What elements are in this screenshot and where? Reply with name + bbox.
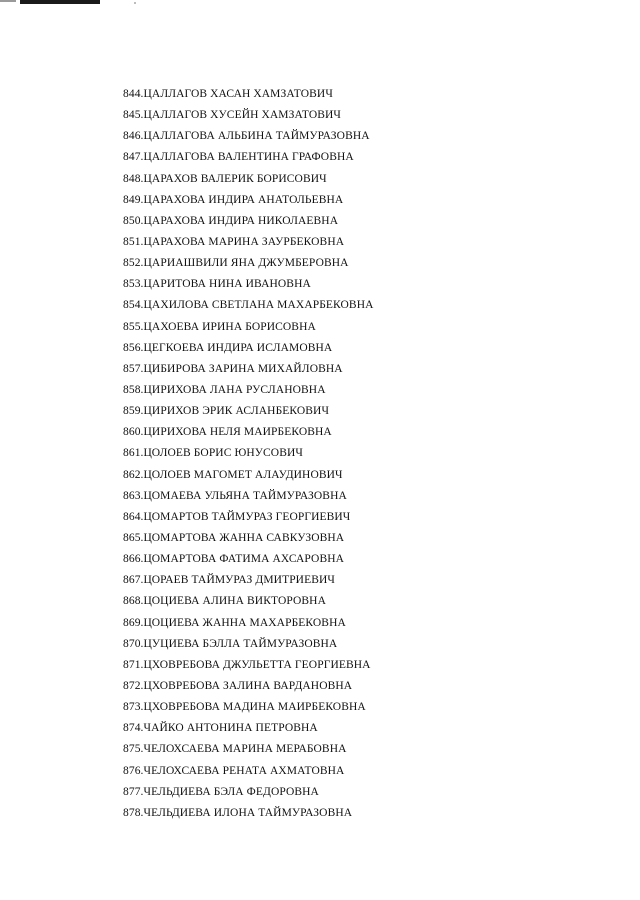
list-item: 864.ЦОМАРТОВ ТАЙМУРАЗ ГЕОРГИЕВИЧ [123,510,351,523]
list-item: 868.ЦОЦИЕВА АЛИНА ВИКТОРОВНА [123,595,326,608]
list-item: 854.ЦАХИЛОВА СВЕТЛАНА МАХАРБЕКОВНА [123,299,374,312]
list-item: 865.ЦОМАРТОВА ЖАННА САВКУЗОВНА [123,531,345,544]
list-item: 851.ЦАРАХОВА МАРИНА ЗАУРБЕКОВНА [123,235,345,248]
list-item: 872.ЦХОВРЕБОВА ЗАЛИНА ВАРДАНОВНА [123,679,353,692]
list-item: 871.ЦХОВРЕБОВА ДЖУЛЬЕТТА ГЕОРГИЕВНА [123,658,371,671]
list-item: 847.ЦАЛЛАГОВА ВАЛЕНТИНА ГРАФОВНА [123,151,354,164]
list-item: 878.ЧЕЛЬДИЕВА ИЛОНА ТАЙМУРАЗОВНА [123,806,353,819]
list-item: 850.ЦАРАХОВА ИНДИРА НИКОЛАЕВНА [123,214,339,227]
list-item: 845.ЦАЛЛАГОВ ХУСЕЙН ХАМЗАТОВИЧ [123,109,341,122]
list-item: 858.ЦИРИХОВА ЛАНА РУСЛАНОВНА [123,383,326,396]
list-item: 876.ЧЕЛОХСАЕВА РЕНАТА АХМАТОВНА [123,764,345,777]
list-item: 863.ЦОМАЕВА УЛЬЯНА ТАЙМУРАЗОВНА [123,489,347,502]
list-item: 874.ЧАЙКО АНТОНИНА ПЕТРОВНА [123,722,318,735]
list-item: 875.ЧЕЛОХСАЕВА МАРИНА МЕРАБОВНА [123,743,347,756]
scan-artifact-bar [20,0,100,4]
list-item: 859.ЦИРИХОВ ЭРИК АСЛАНБЕКОВИЧ [123,405,330,418]
list-item: 848.ЦАРАХОВ ВАЛЕРИК БОРИСОВИЧ [123,172,327,185]
list-item: 862.ЦОЛОЕВ МАГОМЕТ АЛАУДИНОВИЧ [123,468,343,481]
scan-artifact-dot [134,2,136,4]
list-item: 857.ЦИБИРОВА ЗАРИНА МИХАЙЛОВНА [123,362,343,375]
list-item: 853.ЦАРИТОВА НИНА ИВАНОВНА [123,278,311,291]
list-item: 867.ЦОРАЕВ ТАЙМУРАЗ ДМИТРИЕВИЧ [123,574,335,587]
list-item: 869.ЦОЦИЕВА ЖАННА МАХАРБЕКОВНА [123,616,346,629]
list-item: 866.ЦОМАРТОВА ФАТИМА АХСАРОВНА [123,553,345,566]
list-item: 849.ЦАРАХОВА ИНДИРА АНАТОЛЬЕВНА [123,193,344,206]
list-item: 846.ЦАЛЛАГОВА АЛЬБИНА ТАЙМУРАЗОВНА [123,130,370,143]
list-item: 855.ЦАХОЕВА ИРИНА БОРИСОВНА [123,320,316,333]
list-item: 844.ЦАЛЛАГОВ ХАСАН ХАМЗАТОВИЧ [123,88,333,100]
list-item: 877.ЧЕЛЬДИЕВА БЭЛА ФЕДОРОВНА [123,785,319,798]
list-item: 852.ЦАРИАШВИЛИ ЯНА ДЖУМБЕРОВНА [123,257,349,270]
scan-artifact-faint [0,0,16,2]
list-item: 860.ЦИРИХОВА НЕЛЯ МАИРБЕКОВНА [123,426,332,439]
list-item: 870.ЦУЦИЕВА БЭЛЛА ТАЙМУРАЗОВНА [123,637,338,650]
list-item: 873.ЦХОВРЕБОВА МАДИНА МАИРБЕКОВНА [123,701,366,714]
name-list [123,84,374,824]
list-item: 856.ЦЕГКОЕВА ИНДИРА ИСЛАМОВНА [123,341,333,354]
list-item: 861.ЦОЛОЕВ БОРИС ЮНУСОВИЧ [123,447,303,460]
